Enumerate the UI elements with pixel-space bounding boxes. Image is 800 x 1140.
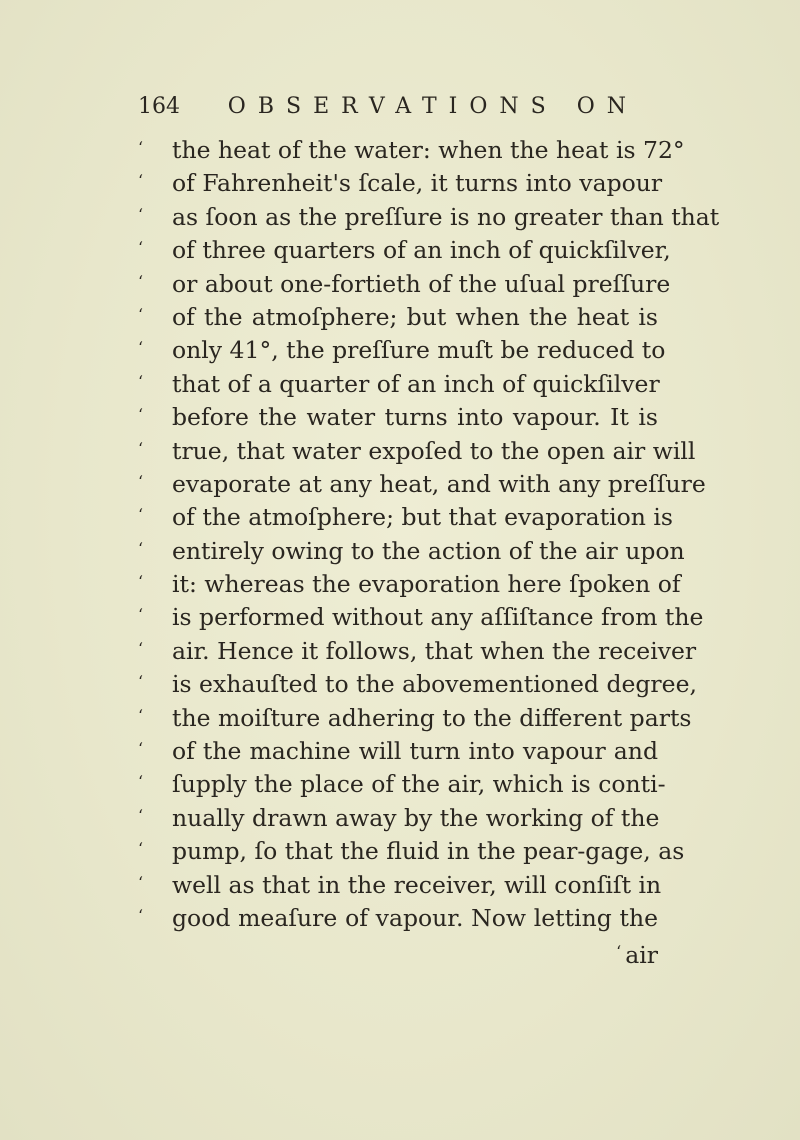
line-text: of three quarters of an inch of quickſilver, <box>172 236 671 265</box>
text-line <box>138 234 671 267</box>
quote-mark: ‘ <box>138 538 144 558</box>
line-text: of the atmoſphere; but that evaporation is <box>172 503 673 532</box>
text-line <box>138 635 697 668</box>
text-line <box>138 869 662 902</box>
text-line <box>138 835 685 868</box>
quote-mark: ‘ <box>138 905 144 925</box>
quote-mark: ‘ <box>616 942 622 962</box>
quote-mark: ‘ <box>138 505 144 525</box>
line-text: only 41°, the preſſure muſt be reduced to <box>172 336 666 365</box>
line-text: nually drawn away by the working of the <box>172 803 660 832</box>
quote-mark: ‘ <box>138 739 144 759</box>
quote-mark: ‘ <box>138 805 144 825</box>
line-text: the heat of the water: when the heat is 72° <box>172 136 685 164</box>
line-text: air. Hence it follows, that when the receiver <box>172 636 697 665</box>
text-line <box>138 568 681 601</box>
line-text: true, that water expoſed to the open air will <box>172 436 696 465</box>
quote-mark: ‘ <box>138 772 144 792</box>
text-line <box>138 435 696 468</box>
quote-mark: ‘ <box>138 171 144 191</box>
line-text: evaporate at any heat, and with any preſſure <box>172 469 706 498</box>
quote-mark: ‘ <box>138 405 144 425</box>
line-text: it: whereas the evaporation here ſpoken of <box>172 570 681 599</box>
quote-mark: ‘ <box>138 839 144 859</box>
quote-mark: ‘ <box>138 238 144 258</box>
line-text: as ſoon as the preſſure is no greater than that <box>172 202 720 231</box>
quote-mark: ‘ <box>138 638 144 658</box>
line-text: entirely owing to the action of the air upon <box>172 536 685 565</box>
text-line <box>138 735 658 768</box>
text-line <box>138 501 673 534</box>
text-line <box>138 334 666 367</box>
quote-mark: ‘ <box>138 471 144 491</box>
line-text: that of a quarter of an inch of quickſilver <box>172 369 660 398</box>
quote-mark: ‘ <box>138 304 144 324</box>
text-line <box>138 134 685 167</box>
text-line <box>138 201 720 234</box>
quote-mark: ‘ <box>138 438 144 458</box>
text-line <box>138 601 704 634</box>
text-line <box>138 301 658 334</box>
quote-mark: ‘ <box>138 872 144 892</box>
quote-mark: ‘ <box>138 371 144 391</box>
quote-mark: ‘ <box>138 605 144 625</box>
page-header <box>138 94 638 119</box>
line-text: is exhauſted to the abovementioned degree, <box>172 670 697 699</box>
page-number: 164 <box>138 94 180 119</box>
text-line <box>138 702 692 735</box>
catchword: air <box>625 941 658 970</box>
line-text: or about one-fortieth of the uſual preſſure <box>172 269 671 298</box>
line-text: before the water turns into vapour. It is <box>172 403 658 432</box>
line-text: good meaſure of vapour. Now letting the <box>172 903 658 932</box>
text-line <box>138 768 666 801</box>
line-text: well as that in the receiver, will conſiſt in <box>172 870 662 899</box>
body-text <box>138 134 720 970</box>
text-line <box>138 802 658 835</box>
text-line <box>138 268 671 301</box>
running-head: OBSERVATIONS ON <box>227 94 638 119</box>
quote-mark: ‘ <box>138 705 144 725</box>
line-text: of the machine will turn into vapour and <box>172 737 658 766</box>
line-text: the moiſture adhering to the different parts <box>172 703 692 732</box>
text-line <box>138 535 685 568</box>
line-text: ſupply the place of the air, which is conti- <box>172 770 666 799</box>
line-text: of the atmoſphere; but when the heat is <box>172 302 658 331</box>
quote-mark: ‘ <box>138 271 144 291</box>
catchword-line <box>138 935 658 968</box>
text-line <box>138 167 663 200</box>
text-line <box>138 368 658 401</box>
quote-mark: ‘ <box>138 572 144 592</box>
line-text: pump, ſo that the fluid in the pear-gage, as <box>172 837 685 866</box>
text-line <box>138 668 697 701</box>
quote-mark: ‘ <box>138 672 144 692</box>
line-text: of Fahrenheit's ſcale, it turns into vapour <box>172 169 663 198</box>
line-text: is performed without any aſſiſtance from the <box>172 603 704 632</box>
quote-mark: ‘ <box>138 338 144 358</box>
quote-mark: ‘ <box>138 204 144 224</box>
text-line <box>138 401 658 434</box>
text-line <box>138 902 658 935</box>
quote-mark: ‘ <box>138 138 144 157</box>
text-line <box>138 468 706 501</box>
